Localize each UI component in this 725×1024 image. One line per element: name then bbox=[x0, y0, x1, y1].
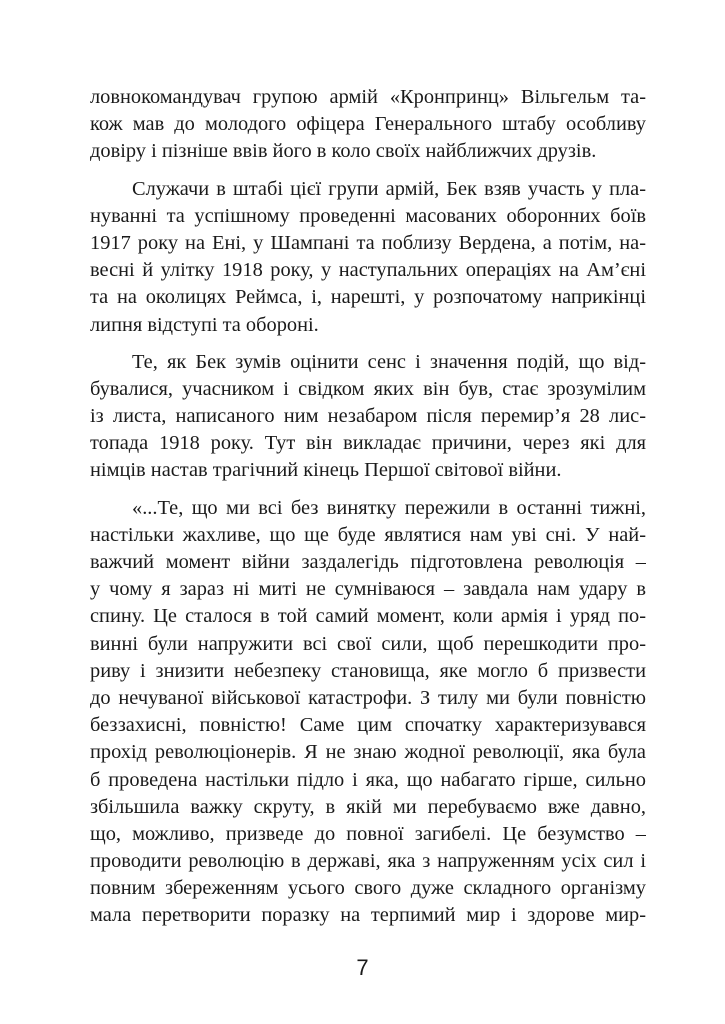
text-line: бувалися, учасником і свідком яких він був, стає зрозумілим bbox=[90, 377, 646, 400]
text-line: настільки жахливе, що ще буде являтися нам уві сні. У най- bbox=[90, 523, 646, 546]
text-line: німців настав трагічний кінець Першої світової війни. bbox=[90, 459, 562, 482]
text-line: б проведена настільки підло і яка, що набагато гірше, сильно bbox=[90, 768, 646, 791]
text-line: Те, як Бек зумів оцінити сенс і значення подій, що від- bbox=[132, 350, 646, 373]
paragraph-1 bbox=[90, 84, 646, 166]
text-line: винні були напружити всі свої сили, щоб перешкодити про- bbox=[90, 632, 646, 655]
text-line: мала перетворити поразку на терпимий мир і здорове мир- bbox=[90, 904, 646, 927]
text-line: у чому я зараз ні миті не сумніваюся – завдала нам удару в bbox=[90, 578, 646, 601]
text-line: прохід революціонерів. Я не знаю жодної революції, яка була bbox=[90, 741, 646, 764]
text-line: та на околицях Реймса, і, нарешті, у розпочатому наприкінці bbox=[90, 286, 646, 309]
page-number: 7 bbox=[356, 955, 369, 980]
paragraph-2 bbox=[90, 176, 646, 339]
text-line: кож мав до молодого офіцера Генерального штабу особливу bbox=[90, 113, 646, 136]
text-line: риву і знизити небезпеку становища, яке могло б призвести bbox=[90, 659, 646, 682]
text-line: беззахисні, повністю! Саме цим спочатку характеризувався bbox=[90, 714, 646, 737]
text-line: проводити революцію в державі, яка з напруженням усіх сил і bbox=[90, 850, 646, 873]
text-line: важчий момент війни заздалегідь підготовлена революція – bbox=[90, 551, 646, 573]
text-line: липня відступі та обороні. bbox=[90, 313, 319, 336]
text-line: до нечуваної військової катастрофи. З тилу ми були повністю bbox=[90, 686, 646, 709]
text-line: «...Те, що ми всі без винятку пережили в останні тижні, bbox=[132, 496, 646, 519]
paragraph-3 bbox=[90, 349, 646, 485]
text-line: весні й улітку 1918 року, у наступальних операціях на Ам’єні bbox=[90, 259, 646, 282]
text-line: довіру і пізніше ввів його в коло своїх найближчих друзів. bbox=[90, 140, 597, 163]
text-line: 1917 року на Ені, у Шампані та поблизу Вердена, а потім, на- bbox=[90, 231, 646, 254]
text-line: топада 1918 року. Тут він викладає причини, через які для bbox=[90, 432, 646, 455]
text-line: повним збереженням усього свого дуже складного організму bbox=[90, 877, 646, 900]
body-text bbox=[90, 84, 646, 940]
text-line: нуванні та успішному проведенні масованих оборонних боїв bbox=[90, 204, 646, 227]
text-line: збільшила важку скруту, в якій ми перебуваємо вже давно, bbox=[90, 795, 646, 818]
paragraph-4 bbox=[90, 495, 646, 930]
text-line: Служачи в штабі цієї групи армій, Бек взяв участь у пла- bbox=[132, 177, 646, 200]
text-line: що, можливо, призведе до повної загибелі. Це безумство – bbox=[90, 822, 646, 845]
text-line: із листа, написаного ним незабаром після перемир’я 28 лис- bbox=[90, 405, 646, 428]
text-line: спину. Це сталося в той самий момент, коли армія і уряд по- bbox=[90, 605, 646, 628]
text-line: ловнокомандувач групою армій «Кронпринц» Вільгельм та- bbox=[90, 86, 646, 108]
